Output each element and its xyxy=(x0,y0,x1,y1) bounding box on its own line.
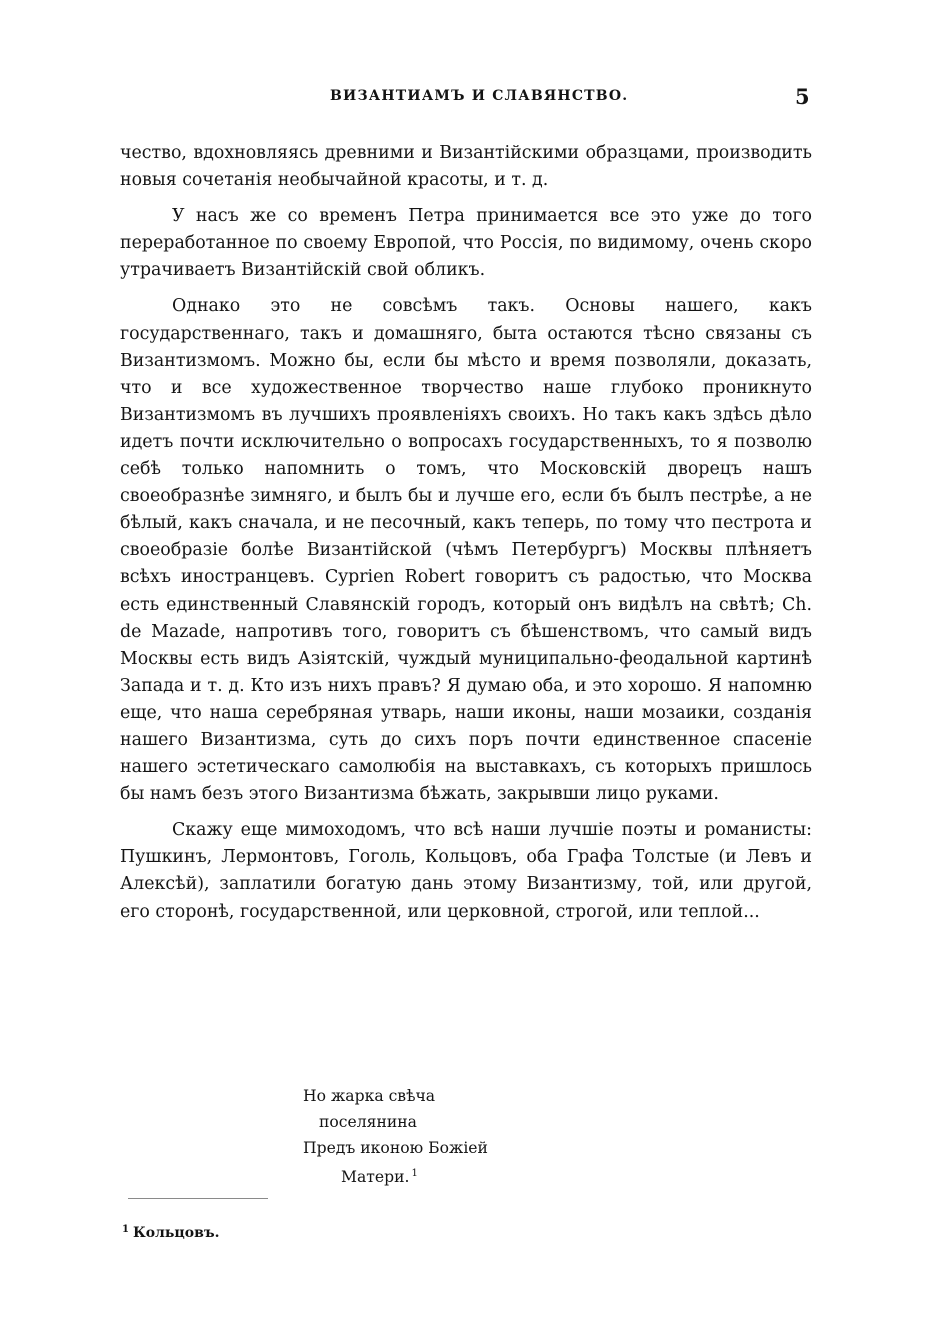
page-number: 5 xyxy=(795,84,810,109)
verse-quote xyxy=(303,1083,488,1190)
running-title: ВИЗАНТИАМЪ И СЛАВЯНСТВО. xyxy=(330,88,629,104)
paragraph: У насъ же со временъ Петра принимается все это уже до того переработанное по своему Европой, что Россія, по видимому, очень скоро утрачиваетъ Византійскій свой обликъ. xyxy=(120,206,812,281)
paragraph: Однако это не совсѣмъ такъ. Основы нашего, какъ государственнаго, такъ и домашняго, быта остаются тѣсно связаны съ Византизмомъ. Можно бы, если бы мѣсто и время позволяли, доказать, что и все художественное творчество наше глубоко проникнуто Византизмомъ въ лучшихъ проявленіяхъ своихъ. Но такъ какъ здѣсь дѣло идетъ почти исключительно о вопросахъ государственныхъ, то я позволю себѣ только напомнить о томъ, что Московскій дворецъ нашъ своеобразнѣе зимняго, и былъ бы и лучше его, если бъ былъ пестрѣе, а не бѣлый, какъ сначала, и не песочный, какъ теперь, по тому что пестрота и своеобразіе болѣе Византійской (чѣмъ Петербургъ) Москвы плѣняетъ всѣхъ иностранцевъ. Cyprien Robert говоритъ съ радостью, что Москва есть единственный Славянскій городъ, который онъ видѣлъ на свѣтѣ; Ch. de Mazade, напротивъ того, говоритъ съ бѣшенствомъ, что самый видъ Москвы есть видъ Азіятскій, чуждый муниципально-феодальной картинѣ Запада и т. д. Кто изъ нихъ правъ? Я думаю оба, и это хорошо. Я напомню еще, что наша серебряная утварь, наши иконы, наши мозаики, созданія нашего Византизма, суть до сихъ поръ почти единственное спасеніе нашего эстетическаго самолюбія на выставкахъ, съ которыхъ пришлось бы намъ безъ этого Византизма бѣжать, закрывши лицо руками. xyxy=(120,296,812,805)
paragraph-continued: чество, вдохновляясь древними и Византійскими образцами, производить новыя сочетанія необычайной красоты, и т. д. xyxy=(120,143,812,191)
verse-line: Но жарка свѣча xyxy=(303,1087,436,1105)
verse-line-text: Матери. xyxy=(341,1168,410,1186)
footnote-mark: 1 xyxy=(122,1224,129,1235)
verse-line: Предъ иконою Божіей xyxy=(303,1139,488,1157)
footnote-reference: 1 xyxy=(411,1168,418,1179)
footnote-separator xyxy=(128,1198,268,1199)
footnote xyxy=(122,1224,219,1241)
paragraph: Скажу еще мимоходомъ, что всѣ наши лучшіе поэты и романисты: Пушкинъ, Лермонтовъ, Гоголь, Кольцовъ, оба Графа Толстые (и Левъ и Алексѣй), заплатили богатую дань этому Византизму, той, или другой, его сторонѣ, государственной, или церковной, строгой, или теплой... xyxy=(120,820,812,922)
verse-line: поселянина xyxy=(319,1113,417,1131)
main-text xyxy=(120,140,812,935)
footnote-text: Кольцовъ. xyxy=(132,1225,220,1241)
verse-line-last xyxy=(303,1161,488,1190)
